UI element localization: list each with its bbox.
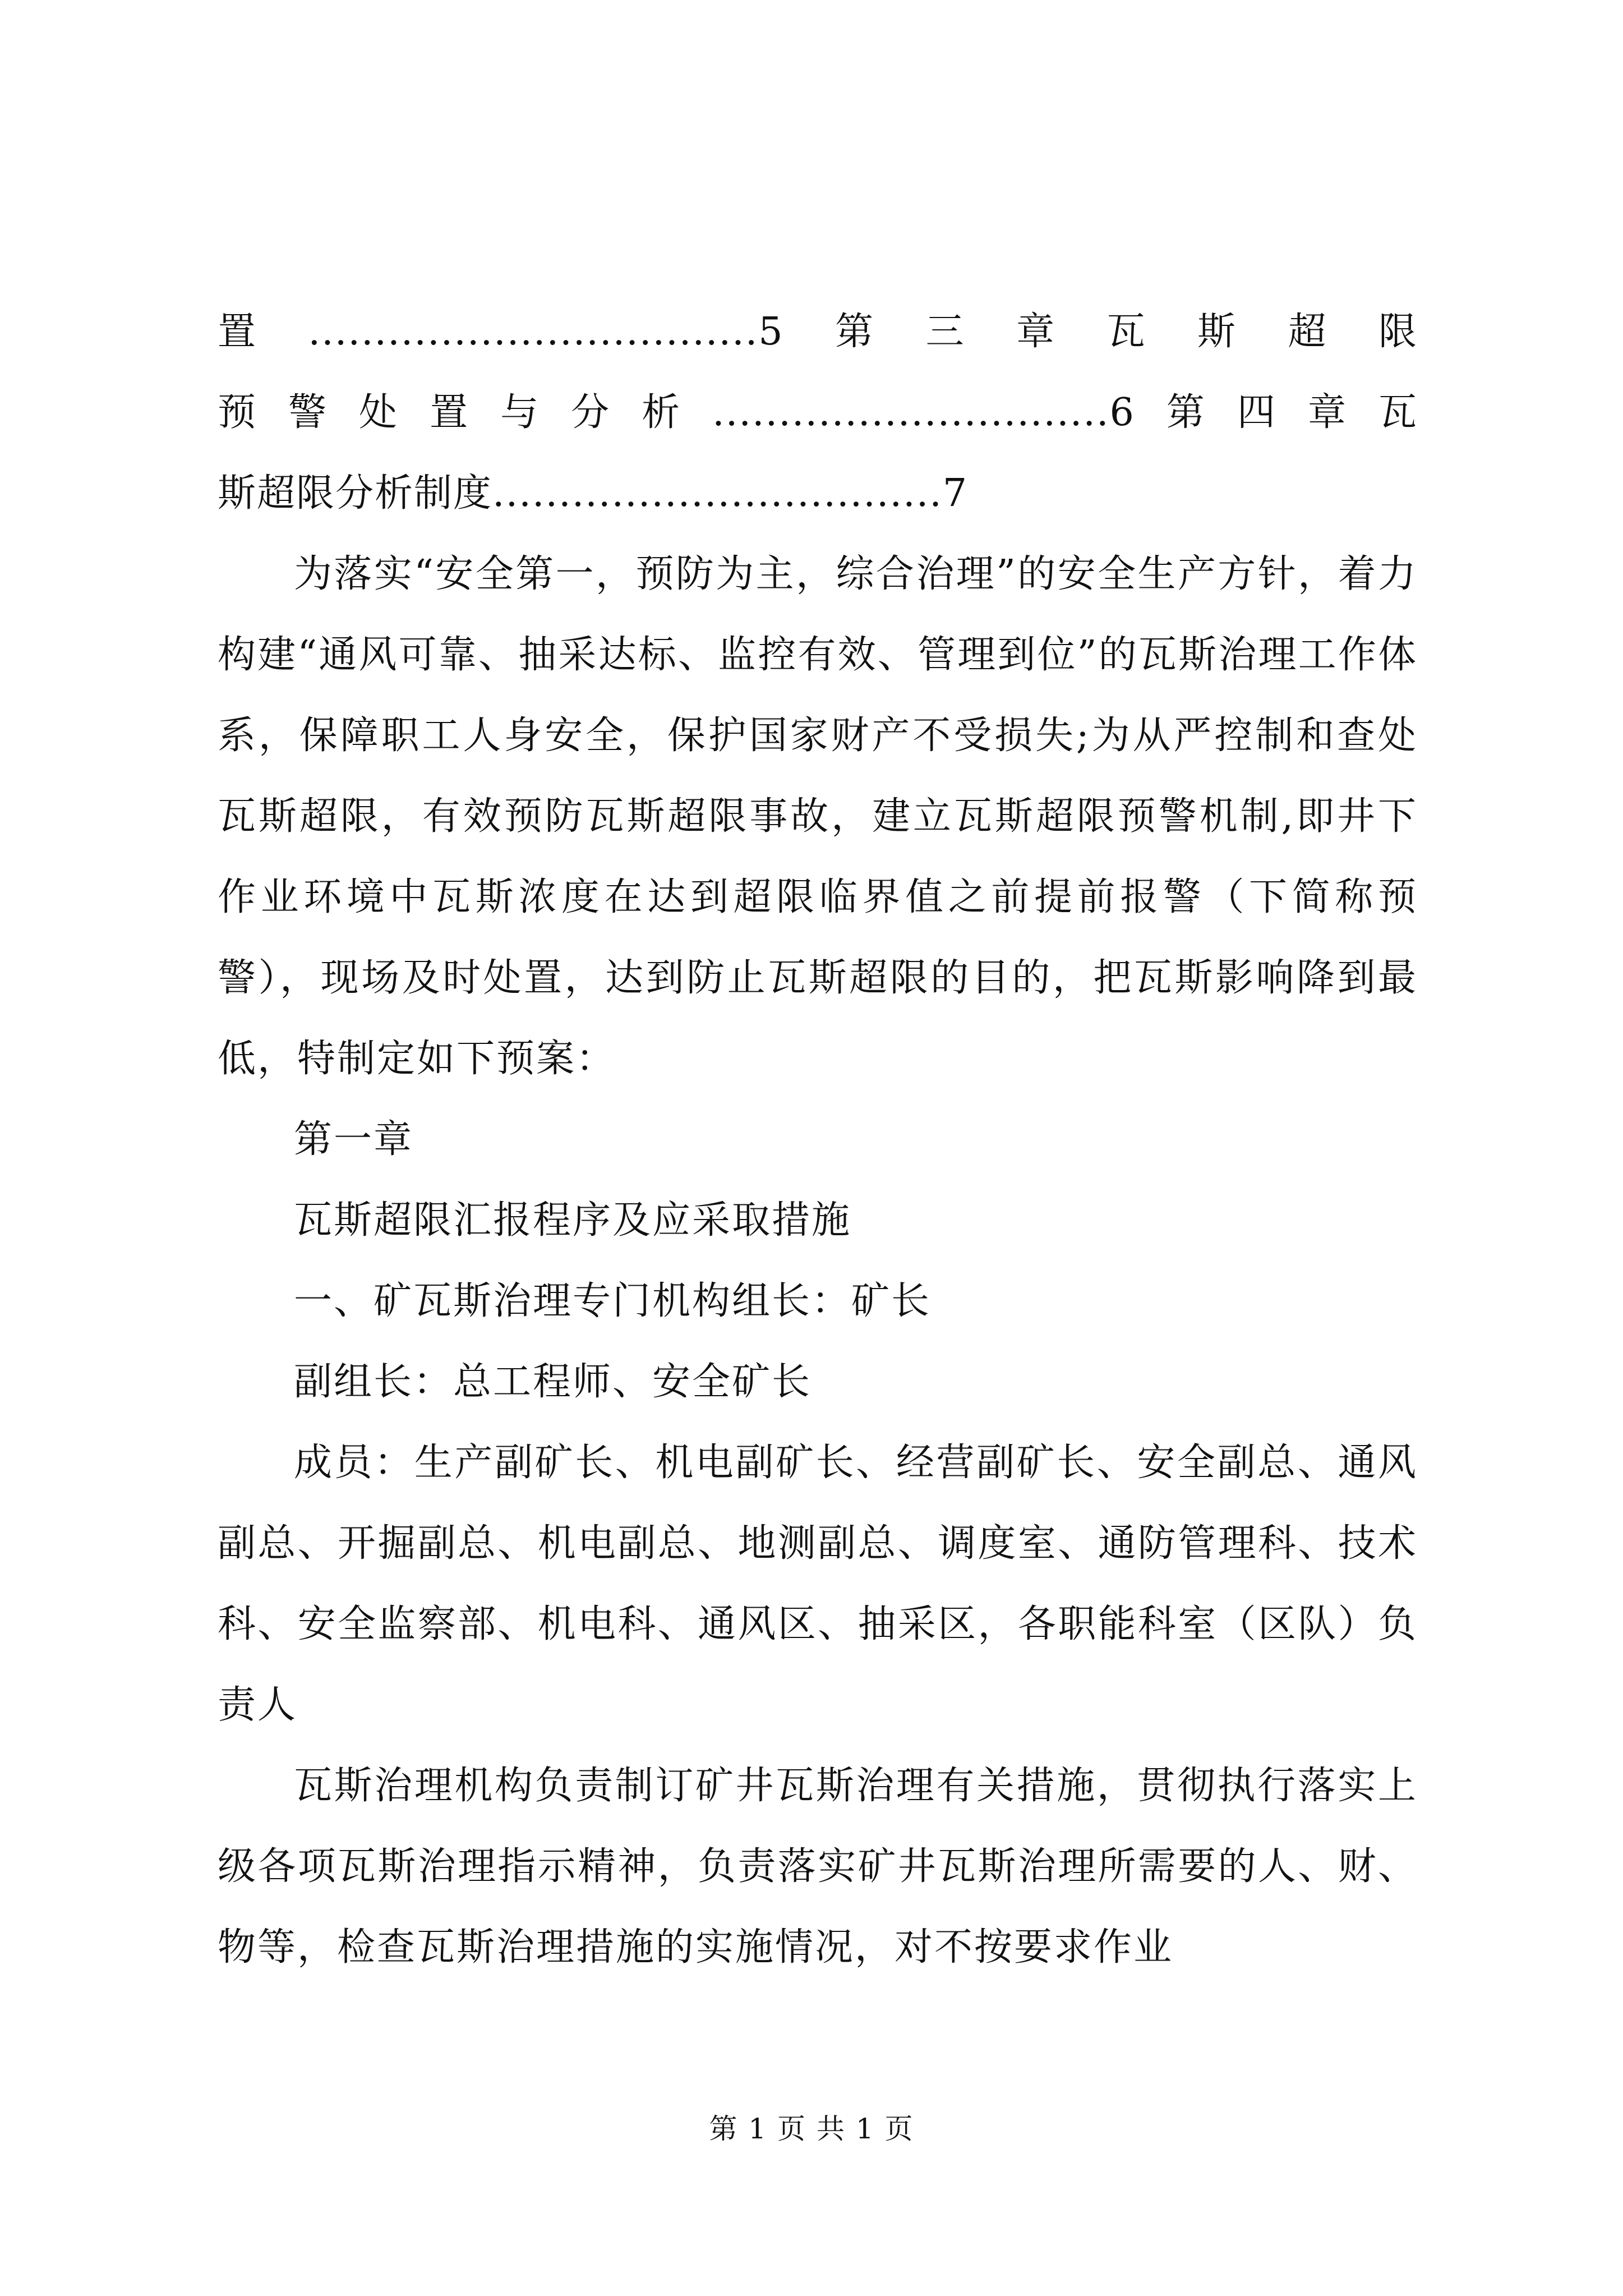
toc-line: 预警处置与分析..............................6第四章瓦	[218, 390, 1418, 435]
chapter-number: 第一章	[294, 1117, 414, 1162]
page-footer: 第 1 页 共 1 页	[709, 2113, 914, 2145]
toc-line: 斯超限分析制度..................................7	[218, 471, 969, 516]
document-body	[218, 292, 1418, 1988]
section-item-1: 一、矿瓦斯治理专门机构组长：矿长	[294, 1279, 932, 1323]
toc-line: 置..................................5第三章瓦斯超限	[218, 310, 1418, 354]
table-of-contents	[218, 292, 1418, 534]
members-paragraph: 成员：生产副矿长、机电副矿长、经营副矿长、安全副总、通风副总、开掘副总、机电副总、地测副总、调度室、通防管理科、技术科、安全监察部、机电科、通风区、抽采区，各职能科室（区队）负责人	[218, 1441, 1418, 1727]
intro-paragraph: 为落实“安全第一，预防为主，综合治理”的安全生产方针，着力构建“通风可靠、抽采达标、监控有效、管理到位”的瓦斯治理工作体系，保障职工人身安全，保护国家财产不受损失;为从严控制和查处瓦斯超限，有效预防瓦斯超限事故，建立瓦斯超限预警机制,即井下作业环境中瓦斯浓度在达到超限临界值之前提前报警（下简称预警），现场及时处置，达到防止瓦斯超限的目的，把瓦斯影响降到最低，特制定如下预案：	[218, 552, 1418, 1081]
deputy-leader-line: 副组长：总工程师、安全矿长	[294, 1360, 812, 1404]
chapter-title: 瓦斯超限汇报程序及应采取措施	[294, 1198, 852, 1243]
duty-paragraph: 瓦斯治理机构负责制订矿井瓦斯治理有关措施，贯彻执行落实上级各项瓦斯治理指示精神，负责落实矿井瓦斯治理所需要的人、财、物等，检查瓦斯治理措施的实施情况，对不按要求作业	[218, 1764, 1418, 1970]
